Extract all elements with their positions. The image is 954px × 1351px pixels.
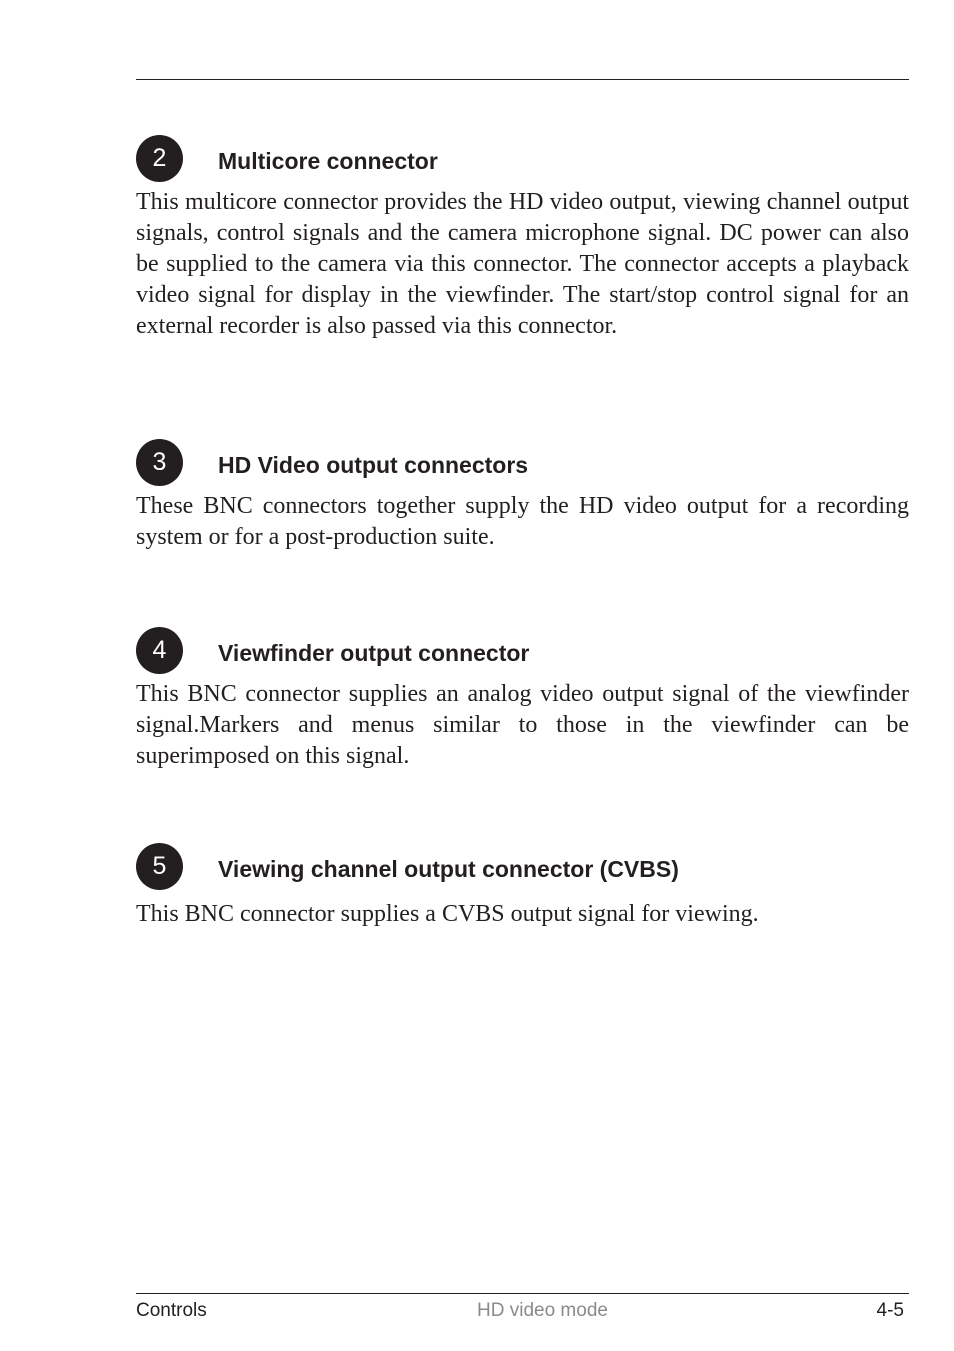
footer-section-title: HD video mode: [477, 1300, 608, 1321]
section-body: This multicore connector provides the HD video output, viewing channel output signals, control signals and the camera microphone signal. DC power can also be supplied to the camera via this connector. The connector accepts a playback video signal for display in the viewfinder. The start/stop control signal for an external recorder is also passed via this connector.: [136, 189, 909, 339]
section-body: This BNC connector supplies a CVBS output signal for viewing.: [136, 901, 759, 927]
section-body: These BNC connectors together supply the HD video output for a recording system or for a post-production suite.: [136, 493, 909, 550]
section-heading: HD Video output connectors: [218, 452, 529, 478]
header-rule: [136, 79, 909, 80]
footer-chapter-title: Controls: [136, 1300, 207, 1321]
section-number-badge: 3: [136, 439, 183, 486]
section-body: This BNC connector supplies an analog video output signal of the viewfinder signal.Markers and menus similar to those in the viewfinder can be superimposed on this signal.: [136, 681, 909, 769]
section-heading: Viewfinder output connector: [218, 640, 530, 666]
section-number-badge: 2: [136, 135, 183, 182]
page-number: 4-5: [876, 1300, 904, 1321]
section-number-badge: 5: [136, 843, 183, 890]
footer-rule: [136, 1293, 909, 1294]
section-number-badge: 4: [136, 627, 183, 674]
section-heading: Viewing channel output connector (CVBS): [218, 856, 679, 882]
section-heading: Multicore connector: [218, 148, 438, 174]
